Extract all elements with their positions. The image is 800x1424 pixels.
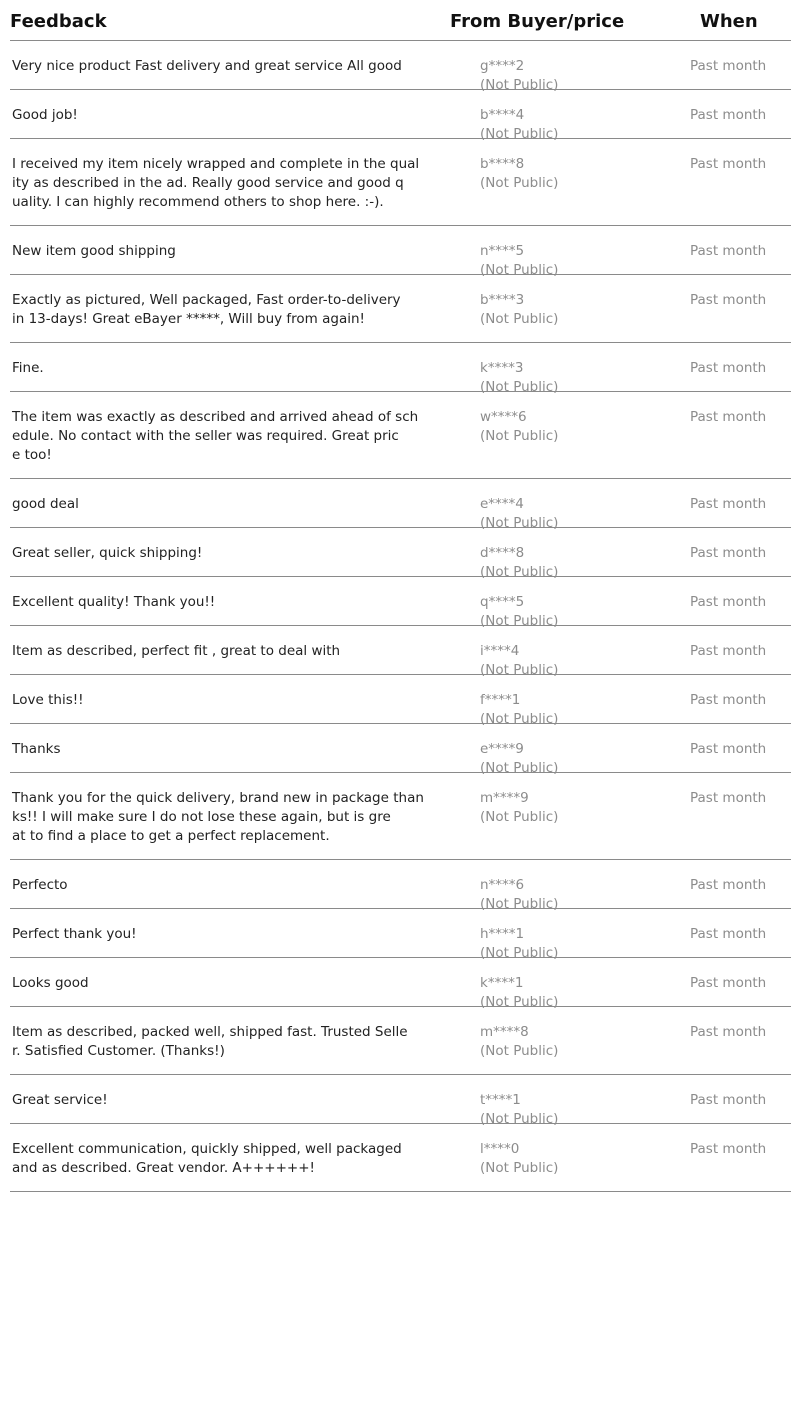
feedback-when: Past month bbox=[690, 107, 767, 123]
feedback-text: Item as described, packed well, shipped fast. Trusted Selle r. Satisfied Customer. (Thanks!) bbox=[12, 1024, 408, 1059]
header-buyer-price: From Buyer/price bbox=[450, 11, 625, 32]
buyer-id: b****3 bbox=[480, 292, 525, 308]
buyer-id: m****8 bbox=[480, 1024, 529, 1040]
buyer-id: e****9 bbox=[480, 741, 524, 757]
feedback-when: Past month bbox=[690, 877, 767, 893]
price-visibility: (Not Public) bbox=[480, 945, 559, 961]
feedback-text: Thank you for the quick delivery, brand new in package than ks!! I will make sure I do not lose these again, but is gre at to find a place to get a perfect replacement. bbox=[12, 790, 424, 844]
table-row bbox=[10, 139, 791, 226]
buyer-id: h****1 bbox=[480, 926, 525, 942]
buyer-id: f****1 bbox=[480, 692, 521, 708]
table-row bbox=[10, 626, 791, 678]
table-row bbox=[10, 675, 791, 727]
table-row bbox=[10, 41, 791, 93]
table-row bbox=[10, 860, 791, 912]
buyer-cell bbox=[480, 1023, 558, 1061]
feedback-when: Past month bbox=[690, 292, 767, 308]
price-visibility: (Not Public) bbox=[480, 1111, 559, 1127]
table-row bbox=[10, 909, 791, 961]
feedback-text: Great seller, quick shipping! bbox=[12, 545, 203, 561]
table-row bbox=[10, 275, 791, 343]
feedback-when: Past month bbox=[690, 545, 767, 561]
feedback-when: Past month bbox=[690, 1024, 767, 1040]
buyer-id: l****0 bbox=[480, 1141, 520, 1157]
buyer-cell bbox=[480, 291, 558, 329]
table-row bbox=[10, 577, 791, 629]
buyer-id: b****8 bbox=[480, 156, 525, 172]
feedback-text: Love this!! bbox=[12, 692, 84, 708]
header-feedback: Feedback bbox=[10, 11, 107, 32]
table-row bbox=[10, 528, 791, 580]
table-row bbox=[10, 1124, 791, 1192]
feedback-text: New item good shipping bbox=[12, 243, 176, 259]
price-visibility: (Not Public) bbox=[480, 1160, 559, 1176]
price-visibility: (Not Public) bbox=[480, 896, 559, 912]
feedback-when: Past month bbox=[690, 360, 767, 376]
buyer-cell bbox=[480, 789, 558, 827]
price-visibility: (Not Public) bbox=[480, 994, 559, 1010]
buyer-id: i****4 bbox=[480, 643, 520, 659]
feedback-text: Great service! bbox=[12, 1092, 108, 1108]
feedback-table bbox=[10, 0, 791, 1192]
feedback-text: Fine. bbox=[12, 360, 44, 376]
table-row bbox=[10, 1075, 791, 1127]
feedback-text: I received my item nicely wrapped and complete in the qual ity as described in the ad. Really good service and good q uality. I can highly recommend others to shop here. :-). bbox=[12, 156, 420, 210]
buyer-id: n****5 bbox=[480, 243, 525, 259]
price-visibility: (Not Public) bbox=[480, 613, 559, 629]
feedback-when: Past month bbox=[690, 58, 767, 74]
table-row bbox=[10, 724, 791, 776]
price-visibility: (Not Public) bbox=[480, 662, 559, 678]
price-visibility: (Not Public) bbox=[480, 126, 559, 142]
feedback-text: Thanks bbox=[12, 741, 61, 757]
buyer-id: m****9 bbox=[480, 790, 529, 806]
feedback-text: Perfect thank you! bbox=[12, 926, 137, 942]
feedback-when: Past month bbox=[690, 1092, 767, 1108]
feedback-when: Past month bbox=[690, 790, 767, 806]
table-row bbox=[10, 773, 791, 860]
buyer-id: d****8 bbox=[480, 545, 525, 561]
table-row bbox=[10, 90, 791, 142]
feedback-when: Past month bbox=[690, 741, 767, 757]
buyer-cell bbox=[480, 1140, 558, 1178]
price-visibility: (Not Public) bbox=[480, 262, 559, 278]
table-row bbox=[10, 226, 791, 278]
price-visibility: (Not Public) bbox=[480, 760, 559, 776]
feedback-when: Past month bbox=[690, 496, 767, 512]
feedback-text: good deal bbox=[12, 496, 79, 512]
feedback-when: Past month bbox=[690, 409, 767, 425]
feedback-rows bbox=[10, 41, 791, 1192]
buyer-id: b****4 bbox=[480, 107, 525, 123]
feedback-text: Looks good bbox=[12, 975, 89, 991]
buyer-id: e****4 bbox=[480, 496, 524, 512]
table-header bbox=[10, 0, 791, 41]
price-visibility: (Not Public) bbox=[480, 379, 559, 395]
feedback-text: Perfecto bbox=[12, 877, 68, 893]
table-row bbox=[10, 343, 791, 395]
feedback-when: Past month bbox=[690, 926, 767, 942]
feedback-text: Excellent quality! Thank you!! bbox=[12, 594, 216, 610]
feedback-text: The item was exactly as described and arrived ahead of sch edule. No contact with the seller was required. Great pric e too! bbox=[12, 409, 419, 463]
buyer-cell bbox=[480, 155, 558, 193]
feedback-text: Very nice product Fast delivery and great service All good bbox=[12, 58, 402, 74]
price-visibility: (Not Public) bbox=[480, 809, 559, 825]
buyer-id: n****6 bbox=[480, 877, 525, 893]
feedback-when: Past month bbox=[690, 643, 767, 659]
price-visibility: (Not Public) bbox=[480, 1043, 559, 1059]
feedback-when: Past month bbox=[690, 692, 767, 708]
feedback-when: Past month bbox=[690, 156, 767, 172]
price-visibility: (Not Public) bbox=[480, 711, 559, 727]
buyer-id: q****5 bbox=[480, 594, 525, 610]
table-row bbox=[10, 958, 791, 1010]
price-visibility: (Not Public) bbox=[480, 515, 559, 531]
price-visibility: (Not Public) bbox=[480, 311, 559, 327]
buyer-id: k****1 bbox=[480, 975, 524, 991]
price-visibility: (Not Public) bbox=[480, 428, 559, 444]
buyer-id: g****2 bbox=[480, 58, 525, 74]
buyer-id: k****3 bbox=[480, 360, 524, 376]
feedback-text: Item as described, perfect fit , great to deal with bbox=[12, 643, 341, 659]
price-visibility: (Not Public) bbox=[480, 175, 559, 191]
feedback-text: Good job! bbox=[12, 107, 78, 123]
table-row bbox=[10, 479, 791, 531]
buyer-cell bbox=[480, 408, 558, 446]
buyer-id: w****6 bbox=[480, 409, 527, 425]
feedback-when: Past month bbox=[690, 975, 767, 991]
feedback-when: Past month bbox=[690, 594, 767, 610]
price-visibility: (Not Public) bbox=[480, 564, 559, 580]
header-when: When bbox=[700, 11, 758, 32]
feedback-when: Past month bbox=[690, 243, 767, 259]
feedback-text: Exactly as pictured, Well packaged, Fast order-to-delivery in 13-days! Great eBayer *****, Will buy from again! bbox=[12, 292, 401, 327]
price-visibility: (Not Public) bbox=[480, 77, 559, 93]
buyer-id: t****1 bbox=[480, 1092, 521, 1108]
feedback-text: Excellent communication, quickly shipped, well packaged and as described. Great vendor. A++++++! bbox=[12, 1141, 402, 1176]
feedback-when: Past month bbox=[690, 1141, 767, 1157]
table-row bbox=[10, 1007, 791, 1075]
table-row bbox=[10, 392, 791, 479]
